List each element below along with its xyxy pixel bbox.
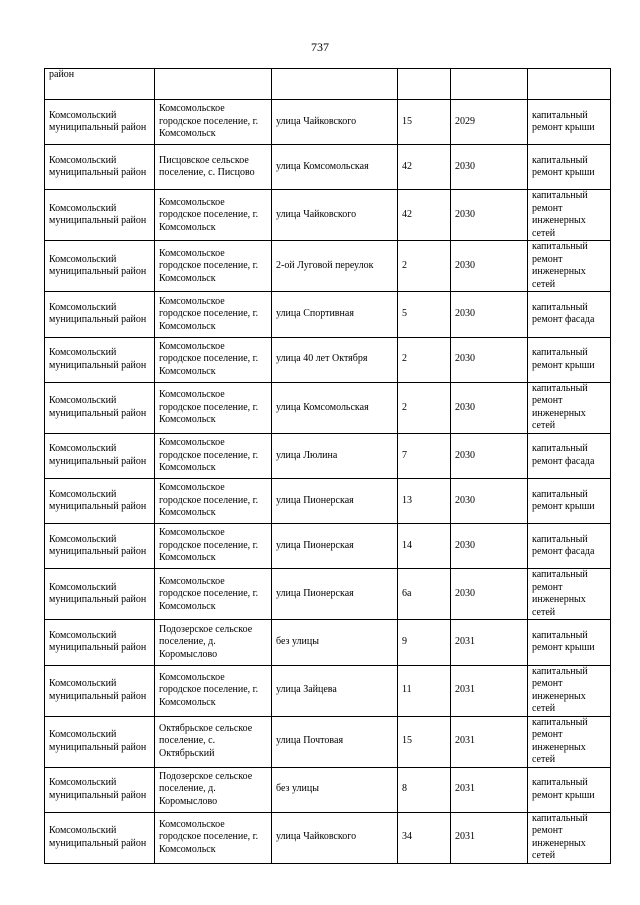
table-row (45, 145, 611, 190)
cell-house: 11 (398, 665, 451, 716)
cell-work: капитальный ремонт инженерных сетей (528, 382, 611, 433)
cell-work: капитальный ремонт инженерных сетей (528, 569, 611, 620)
table-row (45, 569, 611, 620)
cell-settlement: Комсомольское городское поселение, г. Комсомольск (155, 478, 272, 523)
cell-street: улица Пионерская (272, 524, 398, 569)
cell-year: 2030 (451, 241, 528, 292)
cell-district: Комсомольский муниципальный район (45, 241, 155, 292)
cell-street: улица Чайковского (272, 190, 398, 241)
table-row (45, 812, 611, 863)
table-row (45, 716, 611, 767)
table-row (45, 337, 611, 382)
cell-settlement: Комсомольское городское поселение, г. Комсомольск (155, 100, 272, 145)
cell-work: капитальный ремонт крыши (528, 100, 611, 145)
cell-street (272, 69, 398, 100)
cell-year (451, 69, 528, 100)
cell-year: 2031 (451, 716, 528, 767)
cell-work: капитальный ремонт инженерных сетей (528, 812, 611, 863)
table-row (45, 241, 611, 292)
table-row (45, 767, 611, 812)
cell-house: 2 (398, 382, 451, 433)
cell-work: капитальный ремонт крыши (528, 145, 611, 190)
continuation-row (45, 69, 611, 100)
cell-district: Комсомольский муниципальный район (45, 337, 155, 382)
cell-district: Комсомольский муниципальный район (45, 767, 155, 812)
cell-settlement: Комсомольское городское поселение, г. Комсомольск (155, 292, 272, 337)
table-row (45, 190, 611, 241)
cell-year: 2030 (451, 478, 528, 523)
cell-district: Комсомольский муниципальный район (45, 145, 155, 190)
table-row (45, 100, 611, 145)
cell-street: улица Зайцева (272, 665, 398, 716)
cell-year: 2030 (451, 433, 528, 478)
cell-district: Комсомольский муниципальный район (45, 812, 155, 863)
cell-work: капитальный ремонт крыши (528, 337, 611, 382)
cell-work: капитальный ремонт инженерных сетей (528, 241, 611, 292)
cell-settlement: Комсомольское городское поселение, г. Комсомольск (155, 665, 272, 716)
cell-district: Комсомольский муниципальный район (45, 100, 155, 145)
cell-street: улица Пионерская (272, 478, 398, 523)
cell-street: без улицы (272, 620, 398, 665)
cell-district: Комсомольский муниципальный район (45, 665, 155, 716)
cell-house: 8 (398, 767, 451, 812)
cell-house (398, 69, 451, 100)
cell-year: 2030 (451, 524, 528, 569)
cell-house: 42 (398, 145, 451, 190)
cell-year: 2029 (451, 100, 528, 145)
table-row (45, 478, 611, 523)
cell-house: 15 (398, 716, 451, 767)
cell-district: Комсомольский муниципальный район (45, 292, 155, 337)
cell-house: 2 (398, 241, 451, 292)
cell-settlement: Подозерское сельское поселение, д. Коромыслово (155, 620, 272, 665)
cell-settlement: Комсомольское городское поселение, г. Комсомольск (155, 433, 272, 478)
cell-settlement: Писцовское сельское поселение, с. Писцово (155, 145, 272, 190)
cell-street: улица Чайковского (272, 812, 398, 863)
cell-settlement: Подозерское сельское поселение, д. Коромыслово (155, 767, 272, 812)
cell-year: 2031 (451, 665, 528, 716)
cell-year: 2030 (451, 569, 528, 620)
table-row (45, 665, 611, 716)
cell-district: Комсомольский муниципальный район (45, 382, 155, 433)
cell-year: 2031 (451, 620, 528, 665)
table-row (45, 433, 611, 478)
cell-house: 2 (398, 337, 451, 382)
cell-house: 13 (398, 478, 451, 523)
cell-work: капитальный ремонт инженерных сетей (528, 665, 611, 716)
cell-street: улица Комсомольская (272, 145, 398, 190)
cell-house: 6а (398, 569, 451, 620)
cell-year: 2030 (451, 145, 528, 190)
cell-work: капитальный ремонт крыши (528, 478, 611, 523)
cell-year: 2030 (451, 190, 528, 241)
cell-year: 2031 (451, 767, 528, 812)
table-body (45, 69, 611, 864)
cell-work: капитальный ремонт фасада (528, 524, 611, 569)
cell-year: 2030 (451, 292, 528, 337)
cell-house: 15 (398, 100, 451, 145)
cell-settlement: Комсомольское городское поселение, г. Комсомольск (155, 190, 272, 241)
cell-street: улица Пионерская (272, 569, 398, 620)
cell-year: 2031 (451, 812, 528, 863)
cell-house: 9 (398, 620, 451, 665)
cell-district: Комсомольский муниципальный район (45, 716, 155, 767)
repair-schedule-table (44, 68, 611, 864)
cell-settlement: Комсомольское городское поселение, г. Комсомольск (155, 337, 272, 382)
page-number: 737 (311, 40, 329, 54)
cell-settlement: Комсомольское городское поселение, г. Комсомольск (155, 524, 272, 569)
table-row (45, 524, 611, 569)
cell-street: улица Комсомольская (272, 382, 398, 433)
cell-year: 2030 (451, 337, 528, 382)
cell-street: улица Чайковского (272, 100, 398, 145)
cell-district: Комсомольский муниципальный район (45, 620, 155, 665)
cell-street: без улицы (272, 767, 398, 812)
cell-settlement (155, 69, 272, 100)
cell-work: капитальный ремонт инженерных сетей (528, 190, 611, 241)
table-row (45, 292, 611, 337)
cell-work (528, 69, 611, 100)
cell-street: 2-ой Луговой переулок (272, 241, 398, 292)
table-row (45, 382, 611, 433)
cell-district: Комсомольский муниципальный район (45, 433, 155, 478)
cell-district: Комсомольский муниципальный район (45, 569, 155, 620)
cell-work: капитальный ремонт фасада (528, 433, 611, 478)
table-row (45, 620, 611, 665)
cell-house: 7 (398, 433, 451, 478)
cell-district: Комсомольский муниципальный район (45, 478, 155, 523)
cell-street: улица Почтовая (272, 716, 398, 767)
cell-work: капитальный ремонт крыши (528, 620, 611, 665)
cell-district: район (45, 69, 155, 100)
cell-settlement: Октябрьское сельское поселение, с. Октябрьский (155, 716, 272, 767)
cell-work: капитальный ремонт фасада (528, 292, 611, 337)
cell-settlement: Комсомольское городское поселение, г. Комсомольск (155, 569, 272, 620)
cell-house: 5 (398, 292, 451, 337)
cell-street: улица 40 лет Октября (272, 337, 398, 382)
cell-street: улица Спортивная (272, 292, 398, 337)
cell-house: 14 (398, 524, 451, 569)
cell-work: капитальный ремонт крыши (528, 767, 611, 812)
cell-settlement: Комсомольское городское поселение, г. Комсомольск (155, 382, 272, 433)
cell-settlement: Комсомольское городское поселение, г. Комсомольск (155, 812, 272, 863)
cell-house: 42 (398, 190, 451, 241)
cell-district: Комсомольский муниципальный район (45, 190, 155, 241)
cell-year: 2030 (451, 382, 528, 433)
cell-settlement: Комсомольское городское поселение, г. Комсомольск (155, 241, 272, 292)
cell-work: капитальный ремонт инженерных сетей (528, 716, 611, 767)
cell-house: 34 (398, 812, 451, 863)
cell-district: Комсомольский муниципальный район (45, 524, 155, 569)
cell-street: улица Люлина (272, 433, 398, 478)
